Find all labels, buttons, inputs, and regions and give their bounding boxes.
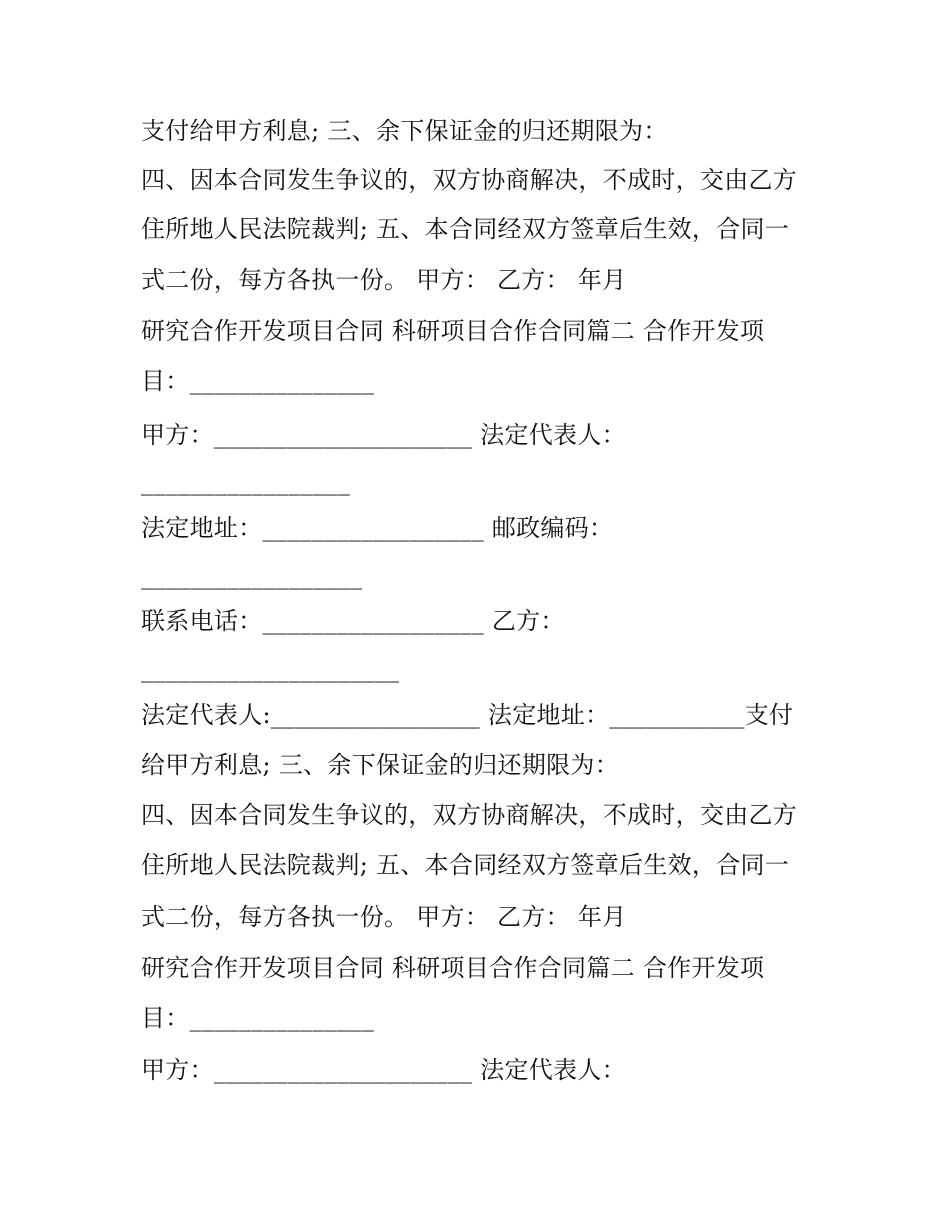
- text-line: 式二份，每方各执一份。 甲方： 乙方： 年月: [141, 903, 627, 931]
- text-line: 联系电话：__________________ 乙方：: [141, 607, 565, 635]
- text-line: 甲方：_____________________ 法定代表人：: [141, 421, 626, 449]
- text-line: 法定代表人:_________________ 法定地址：___________支付: [141, 701, 794, 729]
- text-line: 目：_______________: [141, 367, 375, 395]
- text-line: _____________________: [141, 655, 400, 683]
- text-line: 住所地人民法院裁判; 五、本合同经双方签章后生效，合同一: [141, 215, 790, 243]
- text-line: 研究合作开发项目合同 科研项目合作合同篇二 合作开发项: [141, 317, 765, 345]
- text-line: 研究合作开发项目合同 科研项目合作合同篇二 合作开发项: [141, 954, 765, 982]
- text-line: 住所地人民法院裁判; 五、本合同经双方签章后生效，合同一: [141, 851, 790, 879]
- text-line: 四、因本合同发生争议的，双方协商解决，不成时，交由乙方: [141, 166, 798, 194]
- text-line: 式二份，每方各执一份。 甲方： 乙方： 年月: [141, 266, 627, 294]
- text-line: 给甲方利息; 三、余下保证金的归还期限为：: [141, 751, 620, 779]
- text-line: 甲方：_____________________ 法定代表人：: [141, 1056, 626, 1084]
- text-line: __________________: [141, 562, 363, 590]
- text-line: _________________: [141, 468, 351, 496]
- text-line: 支付给甲方利息; 三、余下保证金的归还期限为：: [141, 117, 668, 145]
- text-line: 目：_______________: [141, 1004, 375, 1032]
- text-line: 四、因本合同发生争议的，双方协商解决，不成时，交由乙方: [141, 801, 798, 829]
- text-line: 法定地址：__________________ 邮政编码：: [141, 514, 614, 542]
